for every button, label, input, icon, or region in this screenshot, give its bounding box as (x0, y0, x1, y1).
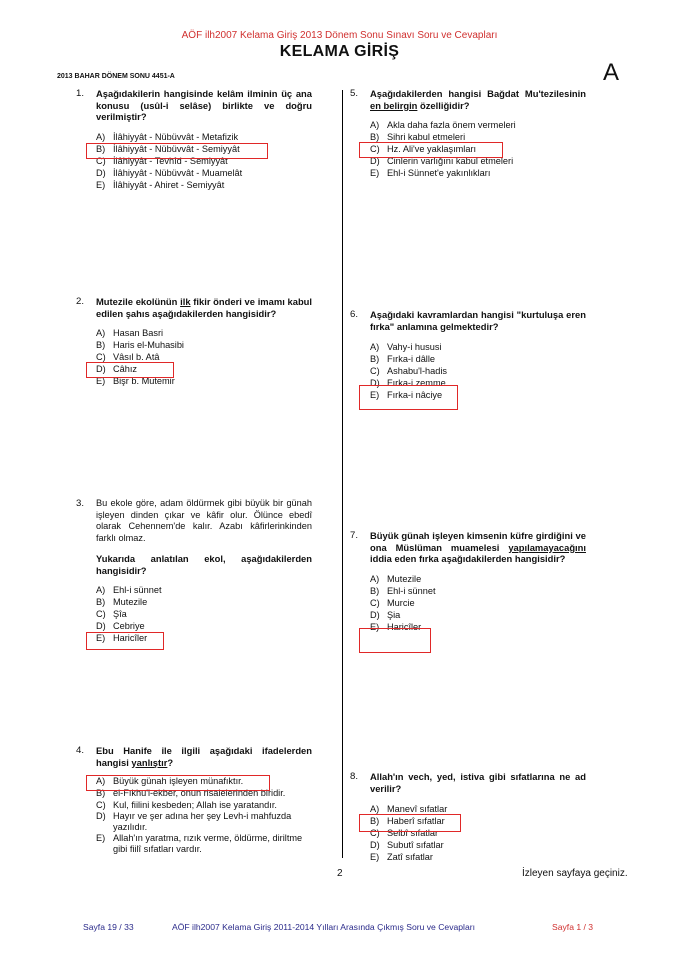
question-number: 7. (350, 530, 359, 541)
question-passage: Bu ekole göre, adam öldürmek gibi büyük bir günah işleyen dinden çıkar ve kâfir olur. Ölünce ebedî olarak Cehennem'de kalır. Azabı kâfirlerinkinden farklı olmaz. (96, 498, 312, 543)
option-e[interactable]: E) Haricîler (96, 633, 148, 643)
question-number: 1. (76, 88, 85, 99)
question-number: 4. (76, 745, 85, 756)
option-c[interactable]: C) Ashabu'l-hadis (370, 366, 447, 376)
option-b[interactable]: B) Sihri kabul etmeleri (370, 132, 466, 142)
option-e[interactable]: E) Bişr b. Mutemir (96, 376, 175, 386)
question-text: Aşağıdakilerden hangisi Bağdat Mu'tezilesinin en belirgin özelliğidir? (370, 88, 586, 111)
emphasis-underline: ilk (180, 296, 191, 307)
option-d[interactable]: D) Hayır ve şer adına her şey Levh-i mahfuzda yazılıdır. (96, 811, 292, 832)
next-page-note: İzleyen sayfaya geçiniz. (522, 868, 628, 879)
option-b[interactable]: B) İlâhiyyât - Nübüvvât - Semiyyât (96, 143, 240, 154)
option-d[interactable]: D) Cebriye (96, 621, 145, 631)
footer-document-title: AÖF ilh2007 Kelama Giriş 2011-2014 Yılları Arasında Çıkmış Soru ve Cevapları (172, 922, 475, 932)
question-text: Aşağıdakilerin hangisinde kelâm ilminin üç ana konusu (usûl-i selâse) birlikte ve doğru verilmiştir? (96, 88, 312, 122)
option-d[interactable]: D) Câhız (96, 364, 138, 374)
option-c[interactable]: C) Selbî sıfatlar (370, 828, 439, 838)
option-a[interactable]: A) Akla daha fazla önem vermeleri (370, 120, 516, 130)
options-list (370, 803, 586, 863)
option-d[interactable]: D) Cinlerin varlığını kabul etmeleri (370, 156, 514, 166)
options-list (96, 131, 312, 191)
option-b[interactable]: B) Haris el-Muhasibi (96, 340, 184, 350)
option-a[interactable]: A) Vahy-i hususi (370, 342, 442, 352)
answer-mark-box (359, 142, 503, 158)
column-divider (342, 90, 343, 858)
answer-mark-box (86, 775, 270, 791)
option-a[interactable]: A) İlâhiyyât - Nübüvvât - Metafizik (96, 131, 239, 142)
question-4 (76, 745, 312, 855)
options-list (370, 573, 586, 633)
question-text: Büyük günah işleyen kimsenin küfre girdiğini ve ona Müslüman muamelesi yapılamayacağını iddia eden fırka aşağıdakilerden hangisidir? (370, 530, 586, 564)
option-a[interactable]: A) Manevî sıfatlar (370, 804, 448, 814)
question-3 (76, 498, 312, 644)
option-d[interactable]: D) Fırka-i zemme (370, 378, 446, 388)
option-a[interactable]: A) Ehl-i sünnet (96, 585, 162, 595)
option-d[interactable]: D) İlâhiyyât - Nübüvvât - Muamelât (96, 167, 243, 178)
page-number: 2 (337, 868, 343, 879)
option-a[interactable]: A) Hasan Basri (96, 328, 164, 338)
emphasis-underline: yanlıştır (131, 756, 168, 768)
option-c[interactable]: C) Kul, fiilini kesbeden; Allah ise yaratandır. (96, 800, 277, 810)
option-b[interactable]: B) Ehl-i sünnet (370, 585, 436, 596)
question-5 (350, 88, 586, 179)
option-d[interactable]: D) Subutî sıfatlar (370, 840, 444, 850)
answer-mark-box (359, 628, 431, 653)
option-e[interactable]: E) Zatî sıfatlar (370, 852, 433, 862)
option-d[interactable]: D) Şia (370, 609, 401, 620)
option-b[interactable]: B) Mutezile (96, 597, 148, 607)
answer-mark-box (359, 385, 458, 410)
question-text: Allah'ın vech, yed, istiva gibi sıfatlarına ne ad verilir? (370, 771, 586, 794)
option-c[interactable]: C) Murcie (370, 597, 415, 608)
emphasis-underline: en belirgin (370, 99, 418, 111)
emphasis-underline: yapılamayacağını (508, 541, 586, 553)
answer-mark-box (359, 814, 461, 832)
question-text: Aşağıdaki kavramlardan hangisi "kurtuluşa eren fırka" anlamına gelmektedir? (370, 309, 586, 332)
question-1 (76, 88, 312, 191)
question-number: 2. (76, 296, 85, 307)
options-list (96, 327, 312, 387)
booklet-letter: A (603, 59, 620, 86)
footer-page-counter: Sayfa 19 / 33 (83, 922, 134, 932)
question-number: 6. (350, 309, 359, 320)
option-c[interactable]: C) Vâsıl b. Atâ (96, 352, 160, 362)
option-c[interactable]: C) Şîa (96, 609, 127, 619)
option-e[interactable]: E) Ehl-i Sünnet'e yakınlıkları (370, 168, 491, 178)
option-b[interactable]: B) Haberî sıfatlar (370, 816, 445, 826)
option-e[interactable]: E) Fırka-i nâciye (370, 390, 443, 400)
option-c[interactable]: C) İlâhiyyât - Tevhîd - Semiyyât (96, 155, 228, 166)
question-number: 3. (76, 498, 85, 509)
document-header-title: AÖF ilh2007 Kelama Giriş 2013 Dönem Sonu Sınavı Soru ve Cevapları (181, 30, 498, 41)
exam-session-label: 2013 BAHAR DÖNEM SONU 4451-A (57, 73, 175, 80)
question-number: 8. (350, 771, 359, 782)
option-e[interactable]: E) Haricîler (370, 621, 422, 632)
option-b[interactable]: B) Fırka-i dâlle (370, 354, 435, 364)
option-a[interactable]: A) Büyük günah işleyen münafıktır. (96, 776, 244, 786)
option-c[interactable]: C) Hz. Ali've yaklaşımları (370, 144, 477, 154)
question-text: Ebu Hanife ile ilgili aşağıdaki ifadelerden hangisi yanlıştır? (96, 745, 312, 768)
option-a[interactable]: A) Mutezile (370, 573, 422, 584)
question-text: Yukarıda anlatılan ekol, aşağıdakilerden hangisidir? (96, 553, 312, 576)
footer-sheet-counter: Sayfa 1 / 3 (552, 922, 594, 932)
course-title: KELAMA GİRİŞ (279, 43, 400, 60)
option-b[interactable]: B) el-Fıkhu'l-ekber, onun risalelerinden biridir. (96, 788, 286, 798)
option-e[interactable]: E) Allah'ın yaratma, rızık verme, öldürme, diriltme gibi fiilî sıfatları vardır. (96, 833, 303, 854)
answer-mark-box (86, 362, 174, 378)
answer-mark-box (86, 632, 164, 650)
question-number: 5. (350, 88, 359, 99)
answer-mark-box (86, 143, 268, 159)
option-e[interactable]: E) İlâhiyyât - Ahiret - Semiyyât (96, 179, 225, 190)
question-7 (350, 530, 586, 633)
question-text: Mutezile ekolünün ilk fikir önderi ve imamı kabul edilen şahıs aşağıdakilerden hangisidir? (96, 296, 313, 319)
